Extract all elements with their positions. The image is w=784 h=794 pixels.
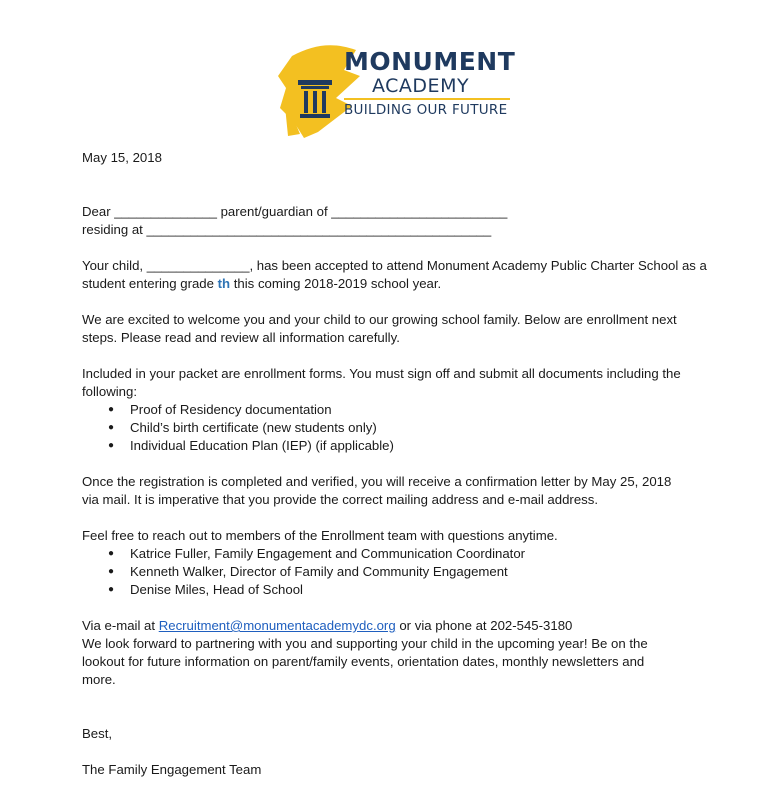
closing-paragraph-line-2: lookout for future information on parent/family events, orientation dates, monthly newsletters and (82, 654, 645, 669)
email-link[interactable]: Recruitment@monumentacademydc.org (158, 618, 396, 633)
enrollment-team-list (82, 545, 714, 599)
grade-suffix: th (217, 276, 231, 291)
logo-divider (344, 98, 510, 100)
contact-line: Via e-mail at Recruitment@monumentacademydc.org or via phone at 202-545-3180 (82, 618, 573, 633)
salutation-line: Dear ______________ parent/guardian of ________________________ (82, 204, 508, 219)
list-item: ● Child’s birth certificate (new students only) (82, 419, 714, 437)
packet-paragraph-line-1: Included in your packet are enrollment forms. You must sign off and submit all documents including the (82, 366, 681, 381)
list-item: ● Kenneth Walker, Director of Family and Community Engagement (82, 563, 714, 581)
logo-academy: ACADEMY (372, 75, 470, 97)
letter-date: May 15, 2018 (82, 150, 162, 165)
list-item: ● Proof of Residency documentation (82, 401, 714, 419)
welcome-paragraph-line-2: steps. Please read and review all information carefully. (82, 330, 400, 345)
signature: The Family Engagement Team (82, 762, 262, 777)
contact-intro: Feel free to reach out to members of the Enrollment team with questions anytime. (82, 528, 558, 543)
logo-tagline: BUILDING OUR FUTURE (344, 102, 508, 118)
school-logo (274, 36, 524, 146)
address-line: residing at _______________________________________________ (82, 222, 492, 237)
confirmation-paragraph-line-2: via mail. It is imperative that you provide the correct mailing address and e-mail address. (82, 492, 599, 507)
letter-body (82, 149, 714, 779)
required-documents-list (82, 401, 714, 455)
acceptance-paragraph-line-2: student entering grade th this coming 2018-2019 school year. (82, 276, 442, 291)
closing-paragraph-line-1: We look forward to partnering with you and supporting your child in the upcoming year! Be on the (82, 636, 648, 651)
list-item: ● Katrice Fuller, Family Engagement and Communication Coordinator (82, 545, 714, 563)
closing: Best, (82, 726, 113, 741)
welcome-paragraph-line-1: We are excited to welcome you and your child to our growing school family. Below are enrollment next (82, 312, 677, 327)
packet-paragraph-line-2: following: (82, 384, 137, 399)
closing-paragraph-line-3: more. (82, 672, 116, 687)
list-item: ● Denise Miles, Head of School (82, 581, 714, 599)
acceptance-paragraph-line-1: Your child, ______________, has been accepted to attend Monument Academy Public Charter School as a (82, 258, 707, 273)
logo-name: MONUMENT (344, 47, 516, 76)
list-item: ● Individual Education Plan (IEP) (if applicable) (82, 437, 714, 455)
confirmation-paragraph-line-1: Once the registration is completed and verified, you will receive a confirmation letter by May 25, 2018 (82, 474, 672, 489)
